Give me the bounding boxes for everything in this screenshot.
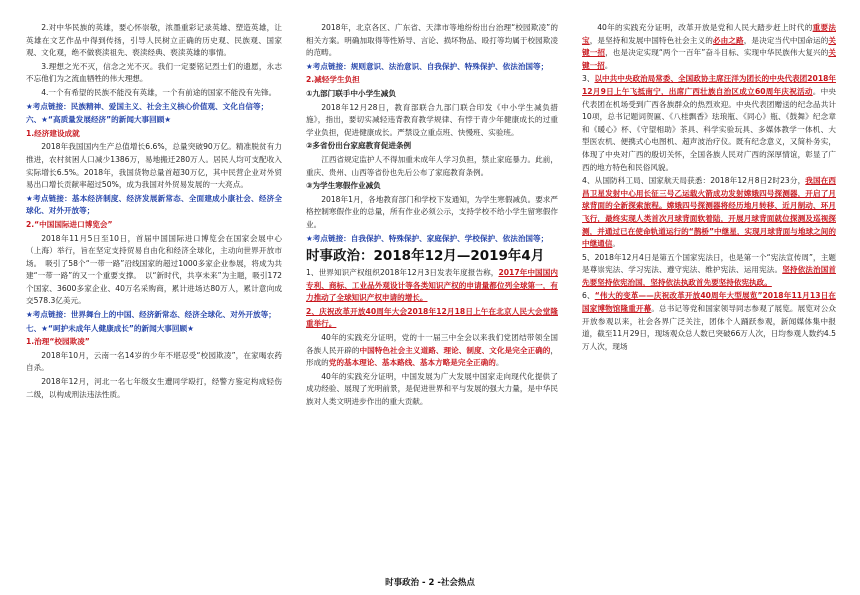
exam-link: ★考点链接：世界舞台上的中国、经济新常态、经济全球化、对外开放等； bbox=[26, 310, 276, 320]
news-text: 1、世界知识产权组织2018年12月3日发表年度报告称， bbox=[306, 268, 499, 278]
column-left bbox=[26, 22, 282, 574]
column-middle bbox=[306, 22, 558, 574]
exam-link: ★考点链接：基本经济制度、经济发展新常态、全面建成小康社会、经济全球化、对外开放等； bbox=[26, 193, 282, 216]
text: 。 bbox=[612, 239, 620, 249]
paragraph: 4.一个有希望的民族不能没有英雄，一个有前途的国家不能没有先锋。 bbox=[41, 87, 277, 97]
paragraph bbox=[306, 332, 558, 370]
subheading: 2.减轻学生负担 bbox=[306, 75, 360, 85]
news-highlight: “伟大的变革——庆祝改革开放40周年大型展览” bbox=[594, 291, 763, 301]
exam-link: ★考点链接：自我保护、特殊保护、家庭保护、学校保护、依法治国等； bbox=[306, 233, 549, 243]
paragraph: 2018年1月，各地教育部门和学校下发通知，为学生寒假减负。要求严格控制寒假作业的总量，所有作业必须公示，支持学校不给小学生留寒假作业。 bbox=[306, 194, 558, 229]
news-item bbox=[582, 73, 836, 174]
news-item: 2、庆祝改革开放40周年大会2018年12月18日上午在北京人民大会堂隆重举行。 bbox=[306, 306, 558, 329]
text: 。总书记等党和国家领导同志参观了展览。展览对公众开放参观以来，社会各界广泛关注，团体个人踊跃参观，新闻媒体集中报道，截至11月29日，现场观众总人数已突破66万人次，日均参观人数约4.5万人次，现场 bbox=[582, 304, 836, 351]
news-highlight: 坚持依法治国首先要坚持依宪治国，坚持依法执政首先要坚持依宪执政。 bbox=[582, 265, 836, 287]
exam-link: ★考点链接：民族精神、爱国主义、社会主义核心价值观、文化自信等； bbox=[26, 101, 269, 111]
highlight: 关键一招 bbox=[582, 48, 836, 70]
paragraph: 2018年，北京各区、广东省、天津市等地纷纷出台治理“校园欺凌”的相关方案。明确加取得等性矫导、言论、损坏物品、殴打等均属于校园欺凌的范畴。 bbox=[306, 23, 558, 58]
news-item bbox=[582, 290, 836, 353]
news-highlight: 2018年11月13日在国家博物馆隆重开幕 bbox=[582, 291, 836, 314]
section-heading: 七、★“呵护未成年人健康成长”的新闻大事回顾★ bbox=[26, 323, 194, 333]
section-heading: 六、★“高质量发展经济”的新闻大事回顾★ bbox=[26, 115, 172, 125]
paragraph: 2018年11月5日至10日，首届中国国际进口博览会在国家会展中心（上海）举行，旨在坚定支持贸易自由化和经济全球化，主动向世界开放市场。 吸引了58个“一带一路”沿线国家的超过1000多家企业参展，将成为共建“一带一路”的又一个重要支撑。 以“新时代，共享未来”为主题，吸引172个国家、3600多家企业、40万名采购商，累计进场达80万人，累计意向成交578.3亿美元。 bbox=[26, 233, 282, 306]
text: ，是坚持和发展中国特色社会主义的 bbox=[589, 35, 713, 45]
news-item bbox=[582, 252, 836, 290]
paragraph: 3.理想之光不灭，信念之光不灭。我们一定要铭记烈士们的遗愿，永志不忘他们为之流血牺牲的伟大理想。 bbox=[26, 61, 282, 84]
paragraph bbox=[582, 22, 836, 72]
highlight: 党的基本理论、基本路线、基本方略是完全正确的 bbox=[328, 358, 496, 368]
text: 。 bbox=[604, 60, 613, 70]
news-item bbox=[306, 267, 558, 305]
text: 40年的实践充分证明，改革开放是党和人民大踏步赶上时代的 bbox=[597, 23, 813, 32]
paragraph: 江西省规定监护人不得加重未成年人学习负担，禁止家庭暴力。此前，重庆、贵州、山西等省份也先后公布了家庭教育条例。 bbox=[306, 154, 558, 177]
subheading-item: ③为学生寒假作业减负 bbox=[306, 181, 381, 191]
paragraph: 2018年12月，河北一名七年级女生遭同学殴打，经警方鉴定构成轻伤二级，以构成刑法违法性质。 bbox=[26, 377, 282, 399]
text: ，是决定当代中国命运的 bbox=[743, 35, 829, 45]
news-highlight: 以中共中央政治局常委、全国政协主席汪洋为团长的中央代表团2018年12月9日上午飞抵南宁，出席广西壮族自治区成立60周年庆祝活动 bbox=[582, 74, 836, 96]
paragraph: 40年的实践充分证明，中国发展为广大发展中国家走向现代化提供了成功经验、展现了光明前景，是促进世界和平与发展的强大力量，是中华民族对人类文明进步作出的重大贡献。 bbox=[306, 371, 558, 407]
paragraph: 2018年10月，云南一名14岁的少年不堪忍受“校园欺凌”，在家喝农药自杀。 bbox=[26, 350, 282, 373]
text: 6、 bbox=[582, 291, 595, 301]
subheading-item: ①九部门联手中小学生减负 bbox=[306, 88, 396, 98]
highlight: 关键一招 bbox=[582, 35, 836, 58]
text: 4、从国防科工局、国家航天局获悉：2018年12月8日2时23分， bbox=[582, 176, 806, 186]
paragraph: 2.对中华民族的英雄，要心怀崇敬，浓墨重彩记录英雄、塑造英雄，让英雄在文艺作品中得到传扬，引导人民树立正确的历史观、民族观、国家观、文化观，绝不做亵渎祖先、亵渎经典、亵渎英雄的事情。 bbox=[26, 23, 282, 58]
text: 5、2018年12月4日是第五个国家宪法日，也是第一个“宪法宣传周”，主题是尊崇宪法、学习宪法、遵守宪法、维护宪法、运用宪法。 bbox=[582, 252, 836, 275]
subheading-item: ②多省份出台家庭教育促进条例 bbox=[306, 141, 412, 151]
news-highlight: 2017年中国国内专利、商标、工业品外观设计等各类知识产权的申请量都位列全球第一，有力推动了全球知识产权申请的增长。 bbox=[306, 268, 558, 303]
page-footer: 时事政治 - 2 -社会热点 bbox=[385, 578, 475, 588]
text: 40年的实践充分证明，党的十一届三中全会以来我们党团结带领全国各族人民开辟的 bbox=[306, 333, 558, 355]
text: 。 bbox=[495, 358, 504, 368]
page-title: 时事政治：2018年12月—2019年4月 bbox=[306, 248, 545, 265]
highlight: 必由之路 bbox=[712, 35, 744, 45]
subheading: 1.治理“校园欺凌” bbox=[26, 337, 90, 347]
text: 。中央代表团在机场受到广西各族群众的热烈欢迎。中央代表团赠送的纪念品共计10项，总书记题词贺匾、《八桂飘香》珐琅瓶、《同心》瓶、《鼓舞》纪念章和《暖心》杯、《守望相助》茶具、科学实验玩具、多媒体教学一体机、大型医农机、便携式心电图机、超声波治疗仪。既有纪念意义，又简朴务实，体现了中央对广西的殷切关怀，全国各族人民对广西的深厚情谊，彰显了广西的地方特色和民俗风貌。 bbox=[582, 86, 836, 172]
paragraph: 2018年我国国内生产总值增长6.6%，总量突破90万亿。精准脱贫有力推进，农村贫困人口减少1386万，易地搬迁280万人。居民人均可支配收入实际增长6.5%。2018年，我国货物总量首超30万亿，其中民营企业对外贸易出口增长贡献率超过50%，成为我国对外贸易发展的一大亮点。 bbox=[26, 142, 282, 190]
exam-link: ★考点链接：规则意识、法治意识、自我保护、特殊保护、依法治国等； bbox=[306, 61, 549, 71]
highlight: 重要法宝 bbox=[582, 23, 836, 45]
paragraph: 2018年12月28日，教育部联合九部门联合印发《中小学生减负措施》，指出，要切实减轻违背教育教学规律、有悖于青少年健康成长的过重学业负担，促进健康成长。严禁设立重点班、快慢班、实验班。 bbox=[306, 102, 558, 137]
text: ，也是决定实现“两个一百年”奋斗目标、实现中华民族伟大复兴的 bbox=[605, 48, 829, 58]
text: ，形成的 bbox=[306, 345, 558, 368]
highlight: 中国特色社会主义道路、理论、制度、文化是完全正确的 bbox=[359, 345, 551, 355]
news-highlight: 我国在西昌卫星发射中心用长征三号乙运载火箭成功发射嫦娥四号探测器，开启了月球背面的全新探索旅程。嫦娥四号探测器将经历地月转移、近月制动、环月飞行，最终实现人类首次月球背面软着陆，开展月球背面就位探测及巡视探测，并通过已在使命轨道运行的“鹊桥”中继星，实现月球背面与地球之间的中继通信 bbox=[582, 176, 836, 249]
news-item bbox=[582, 175, 836, 251]
column-right bbox=[582, 22, 836, 574]
subheading: 2.“中国国际进口博览会” bbox=[26, 219, 113, 229]
subheading: 1.经济建设成就 bbox=[26, 128, 80, 138]
text: 3、 bbox=[582, 74, 595, 84]
